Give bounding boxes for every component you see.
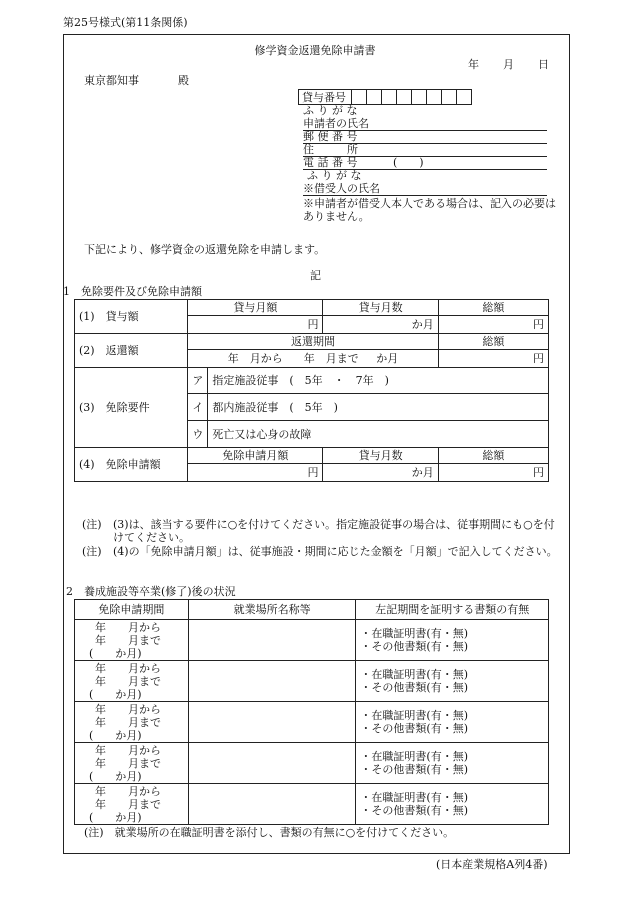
repayment-period-header: 返還期間 [188, 334, 438, 350]
repayment-label: (2) 返還額 [75, 334, 188, 368]
exemption-requirement-label: (3) 免除要件 [75, 368, 188, 448]
period-cell[interactable] [75, 784, 189, 825]
addressee-name: 東京都知事 [84, 74, 139, 87]
period-header: 免除申請期間 [75, 600, 189, 620]
table-row [75, 743, 549, 784]
period-to: 年 月まで [95, 797, 161, 811]
period-months: ( か月) [89, 687, 142, 701]
requirement-item[interactable]: 指定施設従事 ( 5年 ・ 7年 ) [208, 368, 549, 394]
furigana-label: ふ り が な [303, 104, 358, 117]
period-from: 年 月から [95, 620, 161, 634]
section1-heading: 1 免除要件及び免除申請額 [63, 285, 202, 298]
loan-number-table [298, 89, 472, 105]
loan-number-cell[interactable] [442, 90, 457, 105]
period-to: 年 月まで [95, 633, 161, 647]
workplace-cell[interactable] [188, 784, 356, 825]
employment-cert-option: ・在職証明書(有・無) [360, 668, 469, 681]
exemption-monthly-value[interactable]: 円 [188, 464, 323, 482]
furigana2-label: ふ り が な [307, 169, 362, 182]
workplace-cell[interactable] [188, 743, 356, 784]
repayment-to: 年 月まで [303, 352, 359, 365]
table-row [75, 784, 549, 825]
period-months: ( か月) [89, 769, 142, 783]
documents-cell[interactable] [356, 661, 549, 702]
period-cell[interactable] [75, 620, 189, 661]
period-cell[interactable] [75, 661, 189, 702]
period-cell[interactable] [75, 702, 189, 743]
loan-number-cell[interactable] [352, 90, 367, 105]
exemption-total-header: 総額 [438, 448, 548, 464]
monthly-loan-value[interactable]: 円 [188, 316, 323, 334]
section2-note: (注) 就業場所の在職証明書を添付し、書類の有無に○を付けてください。 [84, 826, 455, 839]
loan-number-cell[interactable] [427, 90, 442, 105]
employment-cert-option: ・在職証明書(有・無) [360, 750, 469, 763]
workplace-header: 就業場所名称等 [188, 600, 356, 620]
other-docs-option: ・その他書類(有・無) [360, 681, 469, 694]
loan-number-label: 貸与番号 [299, 90, 352, 105]
period-cell[interactable] [75, 743, 189, 784]
loan-number-cell[interactable] [367, 90, 382, 105]
period-months: ( か月) [89, 728, 142, 742]
date-month: 月 [503, 58, 514, 71]
requirement-mark: イ [188, 394, 208, 421]
documents-cell[interactable] [356, 702, 549, 743]
ki-heading: 記 [310, 269, 321, 282]
loan-number-cell[interactable] [397, 90, 412, 105]
period-from: 年 月から [95, 784, 161, 798]
monthly-loan-header: 貸与月額 [188, 300, 323, 316]
exemption-amount-label: (4) 免除申請額 [75, 448, 188, 482]
repayment-total-value[interactable]: 円 [438, 350, 548, 368]
note-mark: (注) [82, 545, 102, 558]
applicant-name-label: 申請者の氏名 [303, 117, 369, 130]
documents-cell[interactable] [356, 620, 549, 661]
borrower-note: ※申請者が借受人本人である場合は、記入の必要はありません。 [303, 197, 556, 223]
period-months: ( か月) [89, 810, 142, 824]
employment-cert-option: ・在職証明書(有・無) [360, 791, 469, 804]
loan-number-cell[interactable] [412, 90, 427, 105]
loan-number-cell[interactable] [457, 90, 472, 105]
exemption-months-header: 貸与月数 [323, 448, 438, 464]
requirement-item[interactable]: 都内施設従事 ( 5年 ) [208, 394, 549, 421]
period-to: 年 月まで [95, 756, 161, 770]
other-docs-option: ・その他書類(有・無) [360, 804, 469, 817]
workplace-cell[interactable] [188, 702, 356, 743]
requirement-mark: ア [188, 368, 208, 394]
other-docs-option: ・その他書類(有・無) [360, 722, 469, 735]
table-row [75, 620, 549, 661]
documents-cell[interactable] [356, 743, 549, 784]
period-from: 年 月から [95, 743, 161, 757]
employment-table [74, 599, 549, 825]
other-docs-option: ・その他書類(有・無) [360, 640, 469, 653]
loan-months-header: 貸与月数 [323, 300, 438, 316]
note-text: (4)の「免除申請月額」は、従事施設・期間に応じた金額を「月額」で記入してください。 [113, 545, 558, 558]
section2-heading: 2 養成施設等卒業(修了)後の状況 [66, 585, 236, 598]
repayment-period-value[interactable] [188, 350, 438, 368]
employment-cert-option: ・在職証明書(有・無) [360, 627, 469, 640]
table-row [75, 702, 549, 743]
phone-parens: ( ) [393, 156, 424, 169]
address-label: 住 所 [303, 143, 358, 156]
repayment-total-header: 総額 [438, 334, 548, 350]
workplace-cell[interactable] [188, 661, 356, 702]
loan-months-value[interactable]: か月 [323, 316, 438, 334]
workplace-cell[interactable] [188, 620, 356, 661]
exemption-total-value[interactable]: 円 [438, 464, 548, 482]
loan-total-header: 総額 [438, 300, 548, 316]
phone-label: 電 話 番 号 [303, 156, 358, 169]
borrower-name-line[interactable] [303, 195, 547, 196]
intro-text: 下記により、修学資金の返還免除を申請します。 [84, 243, 326, 256]
exemption-monthly-header: 免除申請月額 [188, 448, 323, 464]
loan-amount-label: (1) 貸与額 [75, 300, 188, 334]
other-docs-option: ・その他書類(有・無) [360, 763, 469, 776]
table-row [75, 661, 549, 702]
period-to: 年 月まで [95, 674, 161, 688]
borrower-name-label: ※借受人の氏名 [303, 182, 380, 195]
exemption-months-value[interactable]: か月 [323, 464, 438, 482]
addressee-honorific: 殿 [178, 74, 189, 87]
loan-total-value[interactable]: 円 [438, 316, 548, 334]
exemption-table [74, 299, 549, 482]
page-title: 修学資金返還免除申請書 [254, 44, 376, 57]
repayment-from: 年 月から [227, 352, 283, 365]
documents-header: 左記期間を証明する書類の有無 [356, 600, 549, 620]
employment-cert-option: ・在職証明書(有・無) [360, 709, 469, 722]
documents-cell[interactable] [356, 784, 549, 825]
note-text: (3)は、該当する要件に○を付けてください。指定施設従事の場合は、従事期間にも○を付けてください。 [113, 518, 555, 544]
date-year: 年 [468, 58, 479, 71]
form-id: 第25号様式(第11条関係) [63, 16, 188, 29]
loan-number-cell[interactable] [382, 90, 397, 105]
note-mark: (注) [82, 518, 102, 531]
period-to: 年 月まで [95, 715, 161, 729]
postal-label: 郵 便 番 号 [303, 130, 358, 143]
footer-spec: (日本産業規格A列4番) [436, 858, 548, 871]
requirement-mark: ウ [188, 421, 208, 448]
date-day: 日 [538, 58, 549, 71]
repayment-months: か月 [376, 352, 399, 365]
period-months: ( か月) [89, 646, 142, 660]
period-from: 年 月から [95, 661, 161, 675]
requirement-item[interactable]: 死亡又は心身の故障 [208, 421, 549, 448]
period-from: 年 月から [95, 702, 161, 716]
